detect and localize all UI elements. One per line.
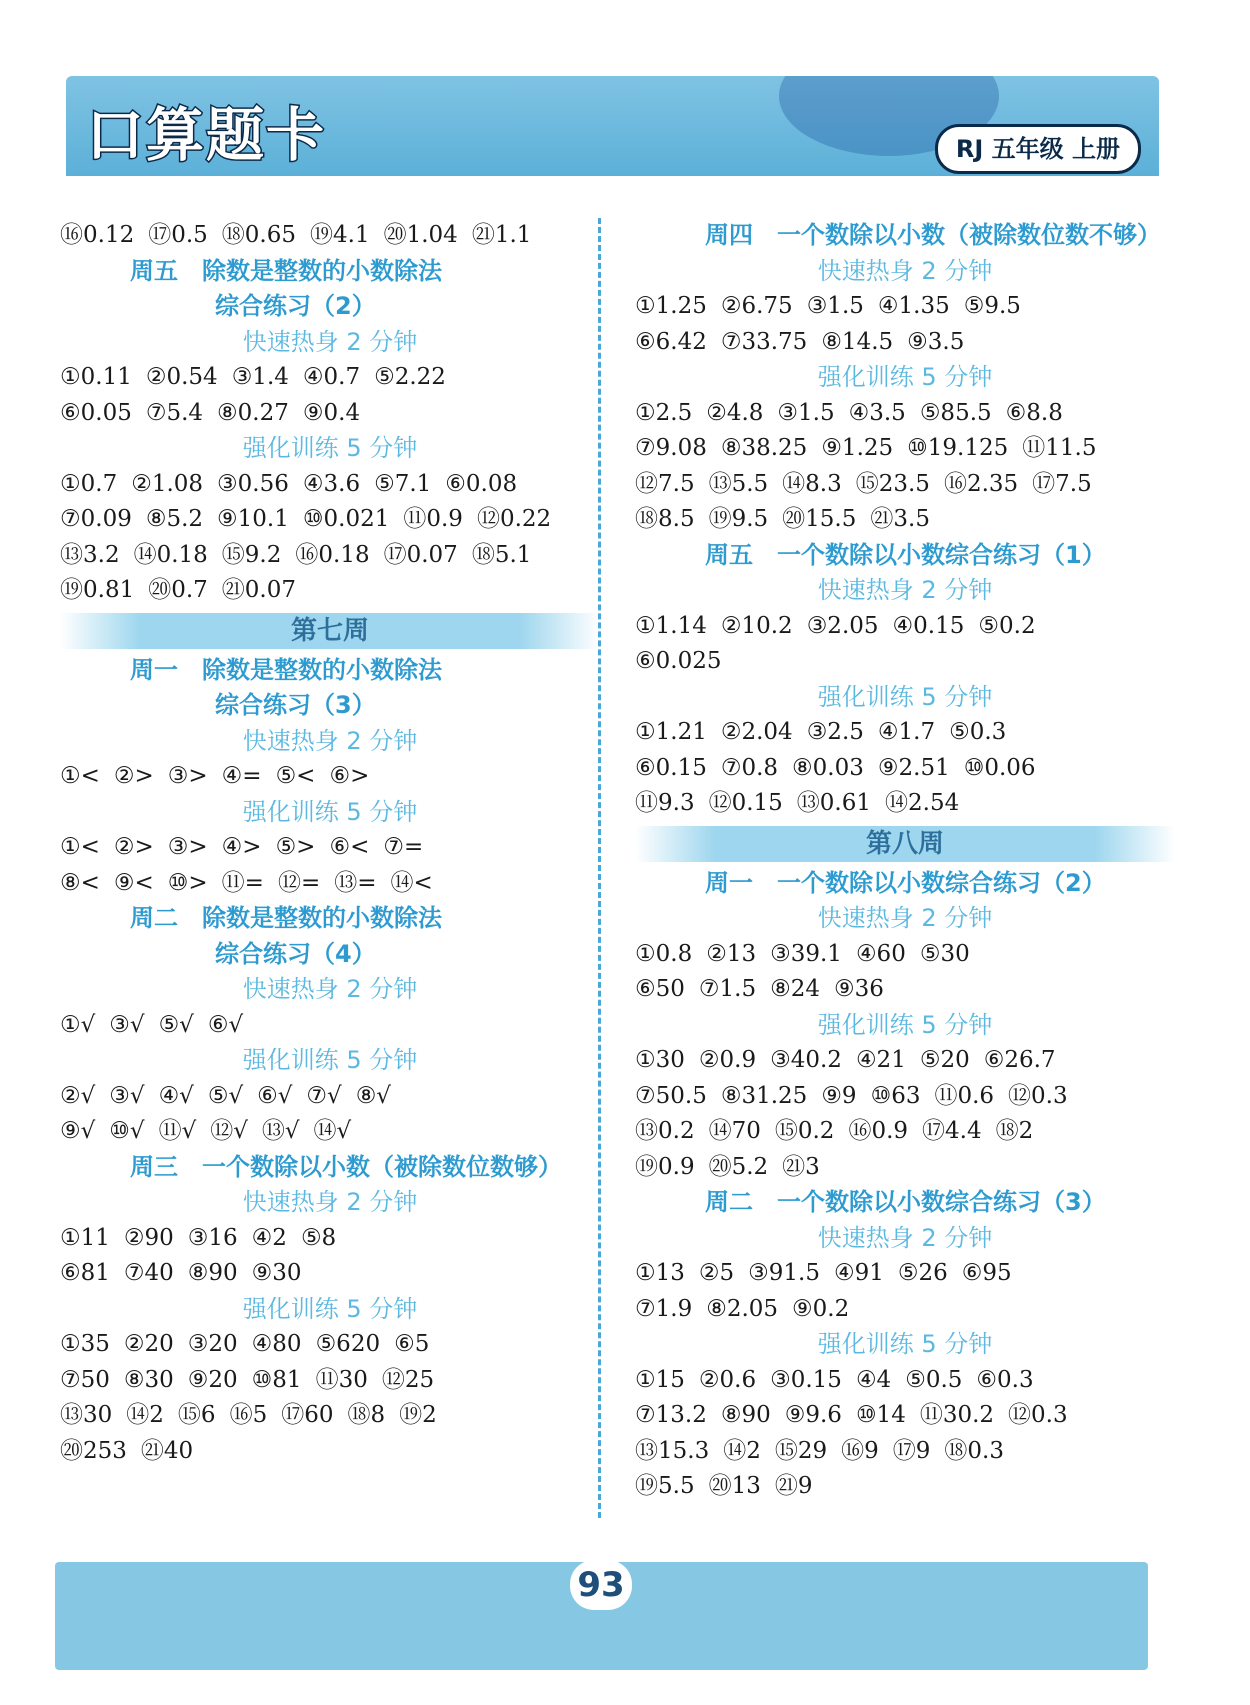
answer-item: ⑥50 — [635, 976, 685, 1002]
answer-item: ⑯0.18 — [295, 541, 370, 568]
answer-item: ⑫25 — [381, 1366, 435, 1393]
answer-item: ⑨20 — [187, 1366, 238, 1393]
answer-item: ③91.5 — [748, 1260, 820, 1286]
answer-item: ⑤> — [275, 834, 316, 860]
answer-line — [60, 759, 600, 795]
answer-item: ④1.35 — [877, 293, 950, 319]
answer-item: ⑱2 — [995, 1118, 1034, 1144]
answer-item: ㉑1.1 — [471, 222, 532, 248]
answer-item: ⑤√ — [158, 1011, 194, 1038]
grade-badge: RJ 五年级 上册 — [935, 124, 1141, 174]
answer-line — [635, 1256, 1175, 1292]
answer-item: ⑪9.3 — [635, 790, 695, 816]
answer-item: ③40.2 — [770, 1047, 842, 1073]
answer-line — [60, 396, 600, 432]
answer-item: ⑫√ — [210, 1118, 248, 1144]
answer-item: ⑳253 — [60, 1437, 127, 1464]
answer-item: ⑧< — [60, 869, 100, 896]
answer-item: ②20 — [123, 1331, 174, 1357]
answer-item: ②6.75 — [720, 293, 793, 319]
answer-item: ⑱8 — [347, 1402, 386, 1428]
answer-line — [60, 1398, 600, 1434]
answer-item: ⑯0.9 — [848, 1118, 909, 1144]
answer-item: ⑳13 — [708, 1473, 761, 1499]
answer-item: ③1.5 — [777, 399, 835, 426]
answer-line — [60, 1256, 600, 1292]
answer-item: ⑧14.5 — [821, 328, 894, 355]
answer-line — [635, 715, 1175, 751]
answer-item: ⑮9.2 — [221, 541, 282, 568]
answer-item: ⑭2 — [126, 1402, 164, 1428]
answer-item: ⑦0.8 — [720, 754, 779, 781]
answer-item: ⑥6.42 — [635, 328, 707, 355]
answer-item: ⑤7.1 — [374, 470, 432, 497]
answer-item: ①0.7 — [60, 470, 118, 497]
answer-line — [60, 1327, 600, 1363]
answer-item: ④4 — [855, 1366, 892, 1393]
section-heading: 周二 一个数除以小数综合练习（3） — [705, 1188, 1106, 1216]
answer-item: ⑥0.025 — [635, 648, 722, 674]
answer-item: ⑤√ — [207, 1082, 244, 1109]
answer-item: ①< — [60, 763, 100, 789]
answer-item: ⑬15.3 — [635, 1437, 710, 1464]
answer-item: ④√ — [158, 1082, 194, 1109]
answer-item: ⑯9 — [841, 1437, 879, 1464]
exercise-subheading: 强化训练 5 分钟 — [242, 1294, 418, 1323]
answer-item: ⑫0.3 — [1008, 1402, 1068, 1428]
answer-item: ⑬30 — [60, 1402, 113, 1428]
section-heading: 周五 除数是整数的小数除法 — [130, 256, 442, 285]
answer-item: ⑧5.2 — [145, 506, 204, 532]
answer-item: ①15 — [635, 1366, 685, 1393]
answer-item: ⑲2 — [399, 1402, 437, 1428]
answer-item: ②4.8 — [706, 399, 764, 426]
answer-item: ②√ — [60, 1082, 96, 1109]
answer-item: ⑦13.2 — [635, 1402, 707, 1428]
answer-line — [635, 1469, 1175, 1505]
answer-item: ⑥0.3 — [976, 1366, 1034, 1393]
answer-line — [635, 431, 1175, 467]
section-heading: 周一 一个数除以小数综合练习（2） — [705, 868, 1106, 897]
answer-item: ①1.25 — [635, 293, 707, 319]
answer-line — [635, 786, 1175, 822]
answer-item: ⑨1.25 — [821, 435, 894, 461]
answer-item: ⑥< — [329, 834, 370, 860]
answer-item: ②0.9 — [698, 1047, 757, 1073]
answer-item: ⑨2.51 — [877, 754, 950, 781]
answer-item: ⑬0.61 — [796, 790, 872, 816]
answer-item: ③0.56 — [217, 470, 289, 497]
exercise-subheading: 快速热身 2 分钟 — [817, 256, 993, 285]
answer-item: ⑬5.5 — [708, 470, 769, 497]
answer-line — [60, 830, 600, 866]
answer-item: ⑥0.08 — [445, 470, 518, 497]
answer-item: ⑬= — [334, 869, 377, 896]
exercise-subheading: 快速热身 2 分钟 — [242, 975, 418, 1003]
answer-item: ⑭2 — [723, 1437, 761, 1464]
answer-item: ⑳15.5 — [782, 506, 857, 532]
answer-item: ③2.05 — [806, 612, 879, 639]
answer-item: ⑦= — [383, 834, 424, 860]
exercise-subheading: 快速热身 2 分钟 — [817, 1223, 993, 1252]
answer-item: ⑱0.3 — [944, 1437, 1004, 1464]
answer-item: ⑦50 — [60, 1366, 110, 1393]
answer-item: ③> — [167, 763, 208, 789]
answer-line — [635, 289, 1175, 325]
answer-item: ⑭8.3 — [782, 470, 842, 497]
answer-line — [60, 218, 600, 254]
answer-item: ⑨0.2 — [792, 1295, 850, 1322]
answer-item: ②5 — [698, 1260, 735, 1286]
answer-line — [635, 1150, 1175, 1186]
answer-item: ⑫0.3 — [1008, 1082, 1068, 1109]
answer-item: ③39.1 — [770, 940, 842, 967]
answer-item: ⑨36 — [833, 976, 884, 1002]
answer-item: ⑮0.2 — [774, 1118, 835, 1144]
answer-item: ⑩√ — [109, 1118, 145, 1144]
answer-item: ⑦50.5 — [635, 1082, 707, 1109]
answer-item: ⑩81 — [251, 1366, 302, 1393]
answer-line — [635, 1043, 1175, 1079]
exercise-subheading: 快速热身 2 分钟 — [242, 327, 418, 356]
section-heading: 周三 一个数除以小数（被除数位数够） — [130, 1152, 562, 1181]
answer-item: ⑥95 — [961, 1260, 1012, 1286]
answer-item: ⑭√ — [313, 1118, 352, 1144]
answer-item: ③1.4 — [231, 364, 289, 390]
answer-item: ⑮6 — [177, 1402, 216, 1428]
answer-item: ⑭2.54 — [885, 790, 960, 816]
section-heading: 周五 一个数除以小数综合练习（1） — [705, 540, 1106, 569]
answer-item: ③√ — [109, 1082, 145, 1109]
answer-item: ⑤0.3 — [949, 719, 1007, 745]
answer-item: ⑩63 — [870, 1082, 921, 1109]
answer-line — [60, 538, 600, 574]
answer-item: ⑤9.5 — [963, 293, 1021, 319]
answer-item: ⑫= — [277, 869, 321, 896]
answer-line — [635, 751, 1175, 787]
right-column — [635, 218, 1175, 1505]
answer-item: ①1.21 — [635, 719, 707, 745]
answer-item: ⑩> — [167, 869, 208, 896]
answer-line — [635, 467, 1175, 503]
answer-item: ⑪√ — [158, 1118, 197, 1144]
answer-item: ⑥√ — [207, 1011, 244, 1038]
answer-item: ⑩19.125 — [907, 435, 1009, 461]
answer-item: ⑦40 — [123, 1260, 174, 1286]
answer-item: ⑦9.08 — [635, 435, 707, 461]
answer-item: ⑦0.09 — [60, 506, 132, 532]
answer-item: ⑱8.5 — [635, 506, 695, 532]
answer-item: ⑰60 — [281, 1402, 334, 1428]
answer-item: ④80 — [251, 1331, 302, 1357]
answer-item: ⑨9.6 — [784, 1402, 842, 1428]
answer-item: ㉑3 — [782, 1153, 820, 1180]
answer-line — [635, 1398, 1175, 1434]
answer-item: ④2 — [251, 1224, 287, 1251]
answer-item: ④91 — [834, 1260, 884, 1286]
answer-item: ①30 — [635, 1047, 685, 1073]
answer-item: ⑩0.06 — [963, 754, 1036, 781]
header-banner — [66, 76, 1159, 176]
answer-item: ⑤0.5 — [905, 1366, 963, 1393]
answer-item: ⑭70 — [708, 1118, 761, 1144]
answer-item: ①0.11 — [60, 364, 132, 390]
answer-line — [635, 1292, 1175, 1328]
answer-item: ①13 — [635, 1260, 685, 1286]
answer-item: ⑪11.5 — [1022, 435, 1097, 461]
answer-item: ⑨< — [113, 869, 154, 896]
answer-item: ③0.15 — [770, 1366, 842, 1393]
answer-item: ④21 — [855, 1047, 906, 1073]
answer-item: ⑥81 — [60, 1260, 110, 1286]
answer-item: ②90 — [123, 1224, 174, 1251]
exercise-subheading: 强化训练 5 分钟 — [242, 1046, 418, 1074]
week-banner: 第七周 — [60, 613, 600, 649]
answer-item: ④0.7 — [302, 364, 361, 390]
answer-line — [60, 467, 600, 503]
answer-item: ⑤30 — [919, 940, 970, 967]
section-heading: 周二 除数是整数的小数除法 — [130, 904, 442, 932]
answer-line — [60, 866, 600, 902]
answer-item: ⑧0.03 — [792, 754, 864, 781]
answer-item: ⑧30 — [123, 1366, 174, 1393]
answer-line — [60, 360, 600, 396]
answer-item: ⑤620 — [315, 1331, 381, 1357]
answer-item: ⑬3.2 — [60, 541, 120, 568]
answer-item: ⑥26.7 — [983, 1047, 1056, 1073]
answer-line — [60, 1008, 600, 1044]
answer-line — [635, 502, 1175, 538]
answer-item: ⑲5.5 — [635, 1473, 695, 1499]
left-column — [60, 218, 600, 1469]
answer-item: ⑦√ — [306, 1082, 342, 1109]
section-heading-cont: 综合练习（2） — [215, 292, 376, 320]
answer-item: ⑪= — [221, 869, 264, 896]
exercise-subheading: 强化训练 5 分钟 — [817, 682, 993, 711]
answer-item: ⑤0.2 — [978, 612, 1036, 639]
answer-line — [635, 325, 1175, 361]
answer-item: ⑯0.12 — [60, 222, 135, 248]
answer-item: ⑱5.1 — [471, 541, 532, 568]
answer-item: ①< — [60, 834, 100, 860]
answer-item: ②2.04 — [720, 719, 793, 745]
answer-line — [635, 937, 1175, 973]
answer-item: ⑥> — [329, 763, 370, 789]
answer-item: ⑤< — [275, 763, 316, 789]
exercise-subheading: 强化训练 5 分钟 — [817, 363, 993, 391]
exercise-subheading: 强化训练 5 分钟 — [817, 1330, 993, 1358]
answer-item: ⑰7.5 — [1032, 470, 1092, 497]
answer-item: ⑨30 — [251, 1260, 302, 1286]
answer-line — [60, 573, 600, 609]
answer-item: ④3.6 — [302, 470, 361, 497]
answer-line — [635, 396, 1175, 432]
answer-item: ⑪30.2 — [919, 1402, 995, 1428]
section-heading-cont: 综合练习（3） — [215, 691, 376, 719]
answer-item: ⑥8.8 — [1005, 399, 1063, 426]
answer-item: ⑲4.1 — [310, 222, 370, 248]
answer-item: ②0.6 — [698, 1366, 757, 1393]
answer-line — [635, 1434, 1175, 1470]
answer-item: ⑨3.5 — [907, 328, 965, 355]
answer-line — [60, 1114, 600, 1150]
answer-line — [635, 609, 1175, 645]
page-number: 93 — [570, 1560, 632, 1610]
answer-item: ⑰0.07 — [383, 541, 458, 568]
answer-line — [60, 1434, 600, 1470]
answer-item: ⑮29 — [774, 1437, 828, 1464]
answer-item: ⑯2.35 — [943, 470, 1019, 497]
answer-item: ⑤2.22 — [374, 364, 446, 390]
answer-item: ⑦1.5 — [698, 976, 757, 1002]
answer-item: ⑱0.65 — [221, 222, 297, 248]
answer-item: ①0.8 — [635, 940, 693, 967]
answer-line — [635, 1114, 1175, 1150]
answer-item: ⑦33.75 — [720, 328, 808, 355]
answer-line — [60, 1221, 600, 1257]
exercise-subheading: 强化训练 5 分钟 — [242, 797, 418, 826]
answer-item: ⑨0.4 — [302, 399, 361, 426]
answer-item: ⑲9.5 — [708, 506, 769, 532]
answer-item: ③20 — [187, 1331, 238, 1357]
answer-line — [635, 644, 1175, 680]
answer-line — [60, 502, 600, 538]
answer-item: ⑫7.5 — [635, 470, 695, 497]
answer-item: ⑳5.2 — [708, 1153, 769, 1180]
answer-item: ⑥5 — [394, 1331, 430, 1357]
answer-item: ⑰9 — [892, 1437, 931, 1464]
answer-item: ⑮23.5 — [855, 470, 930, 497]
answer-item: ②13 — [706, 940, 757, 967]
week-banner: 第八周 — [635, 826, 1175, 862]
answer-item: ⑧90 — [720, 1402, 771, 1428]
answer-item: ⑪0.9 — [403, 506, 463, 532]
answer-item: ①2.5 — [635, 399, 693, 426]
answer-item: ㉑40 — [140, 1437, 194, 1464]
answer-item: ④3.5 — [848, 399, 906, 426]
answer-line — [60, 1079, 600, 1115]
answer-item: ③16 — [187, 1224, 238, 1251]
column-divider — [598, 218, 601, 1518]
answer-item: ⑬√ — [261, 1118, 300, 1144]
answer-item: ②0.54 — [145, 364, 218, 390]
answer-item: ⑦5.4 — [145, 399, 204, 426]
answer-item: ⑭< — [390, 869, 433, 896]
exercise-subheading: 快速热身 2 分钟 — [242, 726, 418, 755]
answer-item: ③2.5 — [806, 719, 864, 745]
answer-item: ④= — [221, 763, 262, 789]
answer-item: ⑤26 — [897, 1260, 948, 1286]
answer-item: ④> — [221, 834, 262, 860]
page-title: 口算题卡 — [86, 101, 327, 169]
exercise-subheading: 快速热身 2 分钟 — [242, 1188, 418, 1216]
answer-item: ⑫0.15 — [708, 790, 783, 816]
exercise-subheading: 快速热身 2 分钟 — [817, 904, 993, 932]
answer-line — [635, 972, 1175, 1008]
answer-item: ⑧31.25 — [720, 1082, 808, 1109]
answer-item: ②10.2 — [720, 612, 793, 639]
answer-item: ⑪0.6 — [934, 1082, 995, 1109]
answer-item: ①35 — [60, 1331, 110, 1357]
answer-item: ㉑9 — [774, 1473, 813, 1499]
answer-item: ④1.7 — [877, 719, 936, 745]
answer-item: ㉑3.5 — [870, 506, 930, 532]
answer-item: ⑦1.9 — [635, 1295, 693, 1322]
answer-item: ②> — [113, 763, 154, 789]
answer-item: ②1.08 — [131, 470, 204, 497]
section-heading: 周四 一个数除以小数（被除数位数不够） — [705, 221, 1161, 249]
answer-item: ⑥0.15 — [635, 754, 707, 781]
answer-item: ①√ — [60, 1011, 96, 1038]
answer-line — [60, 1363, 600, 1399]
answer-item: ⑥√ — [257, 1082, 293, 1109]
answer-item: ⑩14 — [855, 1402, 906, 1428]
section-heading-cont: 综合练习（4） — [215, 939, 376, 968]
answer-item: ⑧38.25 — [720, 435, 808, 461]
answer-item: ⑩0.021 — [302, 506, 390, 532]
answer-item: ⑥0.05 — [60, 399, 132, 426]
answer-item: ⑲0.9 — [635, 1153, 695, 1180]
answer-item: ③√ — [109, 1011, 145, 1038]
answer-item: ⑰4.4 — [922, 1118, 982, 1144]
answer-item: ⑫0.22 — [476, 506, 552, 532]
answer-item: ⑭0.18 — [133, 541, 208, 568]
exercise-subheading: 强化训练 5 分钟 — [817, 1010, 993, 1039]
answer-item: ⑲0.81 — [60, 577, 135, 603]
answer-item: ⑧90 — [187, 1260, 238, 1286]
answer-item: ⑨9 — [821, 1082, 857, 1109]
answer-item: ①11 — [60, 1224, 110, 1251]
answer-item: ④0.15 — [892, 612, 965, 639]
answer-item: ⑨10.1 — [217, 506, 289, 532]
answer-item: ⑧24 — [770, 976, 820, 1002]
exercise-subheading: 强化训练 5 分钟 — [242, 434, 418, 462]
answer-item: ⑳0.7 — [148, 577, 208, 603]
answer-item: ④60 — [855, 940, 906, 967]
answer-item: ⑬0.2 — [635, 1118, 695, 1144]
answer-item: ⑳1.04 — [383, 222, 458, 248]
answer-item: ①1.14 — [635, 612, 707, 639]
answer-item: ⑰0.5 — [148, 222, 208, 248]
answer-item: ②> — [113, 834, 154, 860]
answer-item: ㉑0.07 — [221, 577, 297, 603]
answer-line — [635, 1079, 1175, 1115]
answer-item: ③> — [167, 834, 208, 860]
answer-item: ⑪30 — [315, 1366, 368, 1393]
answer-item: ⑤85.5 — [919, 399, 992, 426]
answer-item: ⑤8 — [300, 1224, 337, 1251]
exercise-subheading: 快速热身 2 分钟 — [817, 576, 993, 604]
answer-line — [635, 1363, 1175, 1399]
section-heading: 周一 除数是整数的小数除法 — [130, 655, 442, 684]
answer-item: ⑧0.27 — [217, 399, 289, 426]
answer-item: ⑧√ — [355, 1082, 391, 1109]
answer-item: ⑤20 — [919, 1047, 970, 1073]
answer-item: ⑧2.05 — [706, 1295, 779, 1322]
answer-item: ③1.5 — [806, 293, 864, 319]
answer-item: ⑯5 — [229, 1402, 268, 1428]
answer-item: ⑨√ — [60, 1118, 96, 1144]
